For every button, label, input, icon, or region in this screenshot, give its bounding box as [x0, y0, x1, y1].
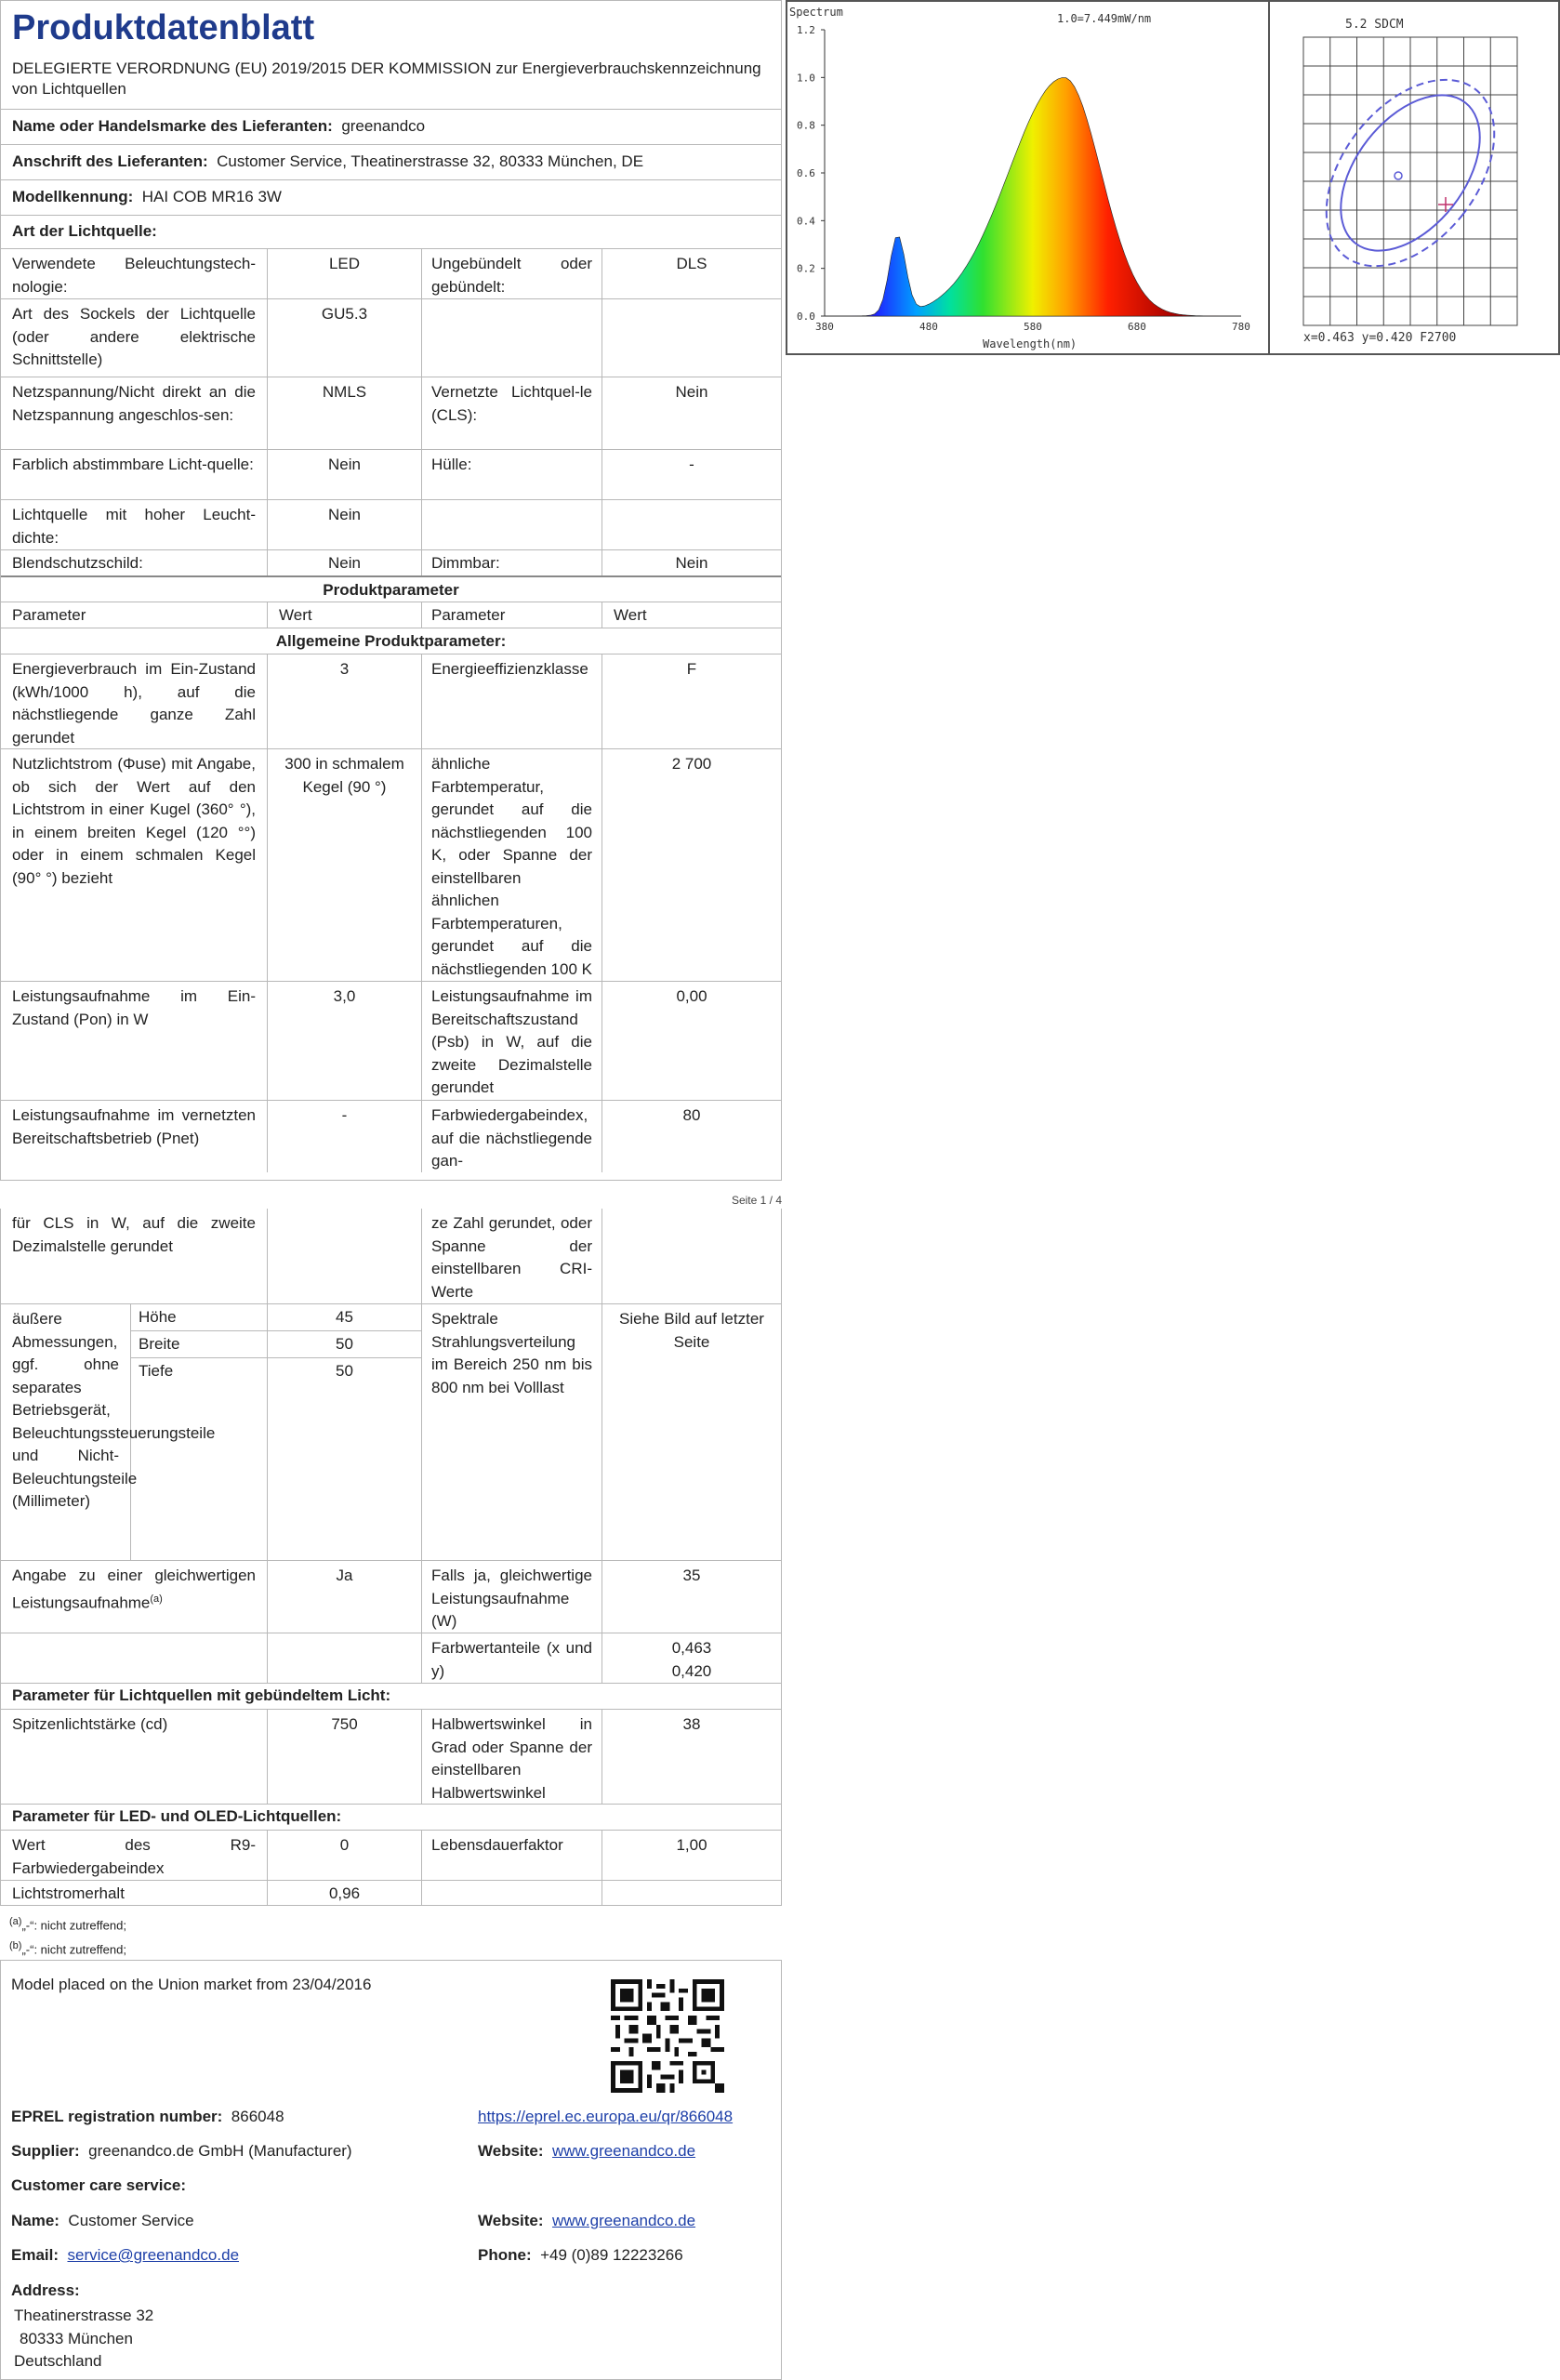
param-label: Farblich abstimmbare Licht-quelle: [1, 450, 268, 499]
page-title: Produktdatenblatt [12, 8, 315, 47]
param-value: Ja [268, 1561, 422, 1633]
y-tick-label: 0.6 [797, 167, 815, 179]
param-value: NMLS [268, 377, 422, 449]
param-value [602, 1209, 781, 1303]
param-label: Dimmbar: [422, 550, 602, 575]
dimension-value: 45 [268, 1304, 421, 1331]
param-value: 0,463 0,420 [671, 1639, 712, 1680]
param-label: ze Zahl gerundet, oder Spanne der einstellbaren CRI-Werte [422, 1209, 602, 1303]
supplier-address-row [1, 144, 781, 179]
param-value: GU5.3 [268, 299, 422, 377]
model-row [1, 179, 781, 215]
sdcm-title: 5.2 SDCM [1345, 18, 1404, 32]
param-label: Spektrale Strahlungsverteilung im Bereich 250 nm bis 800 nm bei Volllast [422, 1304, 602, 1560]
table-row [1, 1209, 781, 1303]
supplier-address-value: Customer Service, Theatinerstrasse 32, 80333 München, DE [217, 152, 644, 171]
table-row [1, 981, 781, 1100]
directional-heading: Parameter für Lichtquellen mit gebündeltem Licht: [1, 1683, 781, 1709]
param-label: ähnliche Farbtemperatur, gerundet auf die nächstliegenden 100 K, oder Spanne der einstellbaren ähnlichen Farbtemperaturen, gerundet auf die nächstliegenden 100 K [422, 749, 602, 981]
x-tick-label: 780 [1232, 321, 1250, 333]
model-value: HAI COB MR16 3W [141, 188, 282, 206]
param-value [268, 1633, 422, 1683]
param-value: 1,00 [676, 1836, 707, 1854]
param-value: 750 [268, 1710, 422, 1804]
sdcm-grid [1303, 37, 1517, 325]
param-value: 0 [268, 1831, 422, 1880]
website-link[interactable]: www.greenandco.de [552, 2142, 696, 2160]
table-row [1, 1100, 781, 1172]
param-label [422, 500, 602, 549]
param-label: Farbwiedergabeindex, auf die nächstliegende gan- [422, 1101, 602, 1172]
eprel-link[interactable]: https://eprel.ec.europa.eu/qr/866048 [478, 2108, 734, 2125]
table-row [1, 298, 781, 377]
param-label: Leistungsaufnahme im Ein-Zustand (Pon) in W [1, 982, 268, 1100]
supplier-info: Supplier: greenandco.de GmbH (Manufacturer) [11, 2142, 352, 2160]
param-label: Wert des R9-Farbwiedergabeindex [1, 1831, 268, 1880]
param-label: Halbwertswinkel in Grad oder Spanne der einstellbaren Halbwertswinkel [422, 1710, 602, 1804]
param-label: Netzspannung/Nicht direkt an die Netzspannung angeschlos-sen: [1, 377, 268, 449]
page-subtitle: DELEGIERTE VERORDNUNG (EU) 2019/2015 DER KOMMISSION zur Energieverbrauchskennzeichnung von Lichtquellen [12, 60, 761, 98]
datasheet [0, 0, 782, 1181]
table-row [1, 449, 781, 499]
x-tick-label: 480 [919, 321, 938, 333]
param-value: 0,00 [676, 987, 707, 1005]
spectrum-curve [825, 78, 1241, 317]
table-header-row [1, 602, 781, 628]
datasheet-continued [0, 1209, 782, 1906]
address-line: 80333 München [20, 2329, 133, 2347]
table-row [1, 1560, 781, 1633]
param-label: Farbwertanteile (x und y) [422, 1633, 602, 1683]
param-label: Nutzlichtstrom (Φuse) mit Angabe, ob sich der Wert auf den Lichtstrom in einer Kugel (360° °), in einem breiten Kegel (120 °°) oder in einem schmalen Kegel (90° °) bezieht [1, 749, 268, 981]
dimension-value: 50 [268, 1331, 421, 1358]
spectrum-svg [787, 2, 1558, 353]
param-label: Lichtquelle mit hoher Leucht-dichte: [1, 500, 268, 549]
column-header: Wert [268, 602, 422, 628]
table-row [1, 1830, 781, 1880]
supplier-name-value: greenandco [341, 117, 426, 136]
led-heading: Parameter für LED- und OLED-Lichtquellen: [1, 1804, 781, 1830]
param-value: Nein [675, 554, 708, 572]
address-line: Theatinerstrasse 32 [14, 2307, 154, 2324]
x-tick-label: 380 [815, 321, 834, 333]
care-website: Website: www.greenandco.de [478, 2212, 696, 2229]
care-email: Email: service@greenandco.de [11, 2246, 240, 2264]
param-label [1, 1633, 268, 1683]
param-value: Nein [268, 500, 422, 549]
y-tick-label: 1.0 [797, 72, 815, 85]
page-number: Seite 1 / 4 [731, 1194, 782, 1207]
supplier-name-label: Name oder Handelsmarke des Lieferanten: [12, 117, 333, 136]
param-value: Nein [268, 550, 422, 575]
table-row [1, 1633, 781, 1683]
care-phone: Phone: +49 (0)89 12223266 [478, 2246, 683, 2264]
param-value: DLS [676, 255, 707, 272]
param-value: 3 [268, 654, 422, 748]
param-label: Lebensdauerfaktor [422, 1831, 602, 1880]
dimensions-block [1, 1304, 422, 1560]
supplier-address-label: Anschrift des Lieferanten: [12, 152, 208, 171]
footnote-ref: (a) [150, 1593, 163, 1605]
param-value: 2 700 [671, 755, 712, 773]
table-row [1, 748, 781, 981]
param-label: für CLS in W, auf die zweite Dezimalstelle gerundet [1, 1209, 268, 1303]
sdcm-readout: x=0.463 y=0.420 F2700 [1303, 331, 1457, 345]
param-value [268, 1209, 422, 1303]
param-value: Nein [268, 450, 422, 499]
dimensions-names [131, 1304, 268, 1560]
address-line: Deutschland [14, 2352, 102, 2370]
table-row [1, 1880, 781, 1906]
param-value: 38 [682, 1715, 701, 1733]
param-value: - [689, 456, 694, 473]
param-value: Siehe Bild auf letzter Seite [619, 1310, 764, 1351]
qr-code-icon [611, 1979, 724, 2093]
table-row [1, 377, 781, 449]
param-value: LED [268, 249, 422, 298]
lightsource-type-label: Art der Lichtquelle: [12, 222, 157, 241]
param-label [422, 299, 602, 377]
param-value [602, 1881, 781, 1905]
param-label: Energieverbrauch im Ein-Zustand (kWh/1000 h), auf die nächstliegende ganze Zahl gerundet [1, 654, 268, 748]
product-params-heading: Produktparameter [1, 575, 781, 602]
spectrum-title: Spectrum [789, 6, 843, 19]
param-label: Verwendete Beleuchtungstech-nologie: [1, 249, 268, 298]
param-label: Angabe zu einer gleichwertigen Leistungsaufnahme$^{(a)}$ [1, 1561, 268, 1633]
table-row [1, 1709, 781, 1804]
param-label: Lichtstromerhalt [1, 1881, 268, 1905]
param-value: 35 [682, 1567, 701, 1584]
param-label: Leistungsaufnahme im vernetzten Bereitschaftsbetrieb (Pnet) [1, 1101, 268, 1172]
footnote-b: $^{(b)}$„-“: nicht zutreffend; [9, 1940, 126, 1957]
spectrum-panel [786, 0, 1560, 355]
care-name: Name: Customer Service [11, 2212, 194, 2229]
website-link[interactable]: www.greenandco.de [552, 2212, 696, 2229]
param-value: 3,0 [268, 982, 422, 1100]
dimension-name: Höhe [139, 1308, 177, 1326]
table-row [1, 549, 781, 575]
table-row [1, 654, 781, 748]
y-tick-label: 0.2 [797, 262, 815, 275]
param-label: Falls ja, gleichwertige Leistungsaufnahme (W) [422, 1561, 602, 1633]
y-tick-label: 0.4 [797, 215, 815, 228]
param-label: Ungebündelt oder gebündelt: [422, 249, 602, 298]
param-value: 0,96 [268, 1881, 422, 1905]
param-value: F [686, 660, 697, 678]
dimension-value: 50 [336, 1362, 353, 1380]
table-row [1, 499, 781, 549]
model-label: Modellkennung: [12, 188, 134, 206]
dimensions-label: äußere Abmessungen, ggf. ohne separates Betriebsgerät, Beleuchtungssteuerungsteile und Nicht-Beleuchtungsteile (Millimeter) [1, 1304, 131, 1560]
address-label: Address: [11, 2281, 80, 2299]
y-tick-label: 0.8 [797, 119, 815, 132]
param-value [602, 500, 781, 549]
x-tick-label: 580 [1024, 321, 1042, 333]
param-value: 300 in schmalem Kegel (90 °) [268, 749, 422, 981]
x-tick-label: 680 [1128, 321, 1146, 333]
dimensions-row [1, 1303, 781, 1560]
y-tick-label: 0.0 [797, 311, 815, 323]
spectrum-xlabel: Wavelength(nm) [983, 337, 1077, 350]
dimension-name: Breite [139, 1335, 180, 1353]
param-label: Hülle: [422, 450, 602, 499]
param-label [422, 1881, 602, 1905]
lightsource-type-row [1, 215, 781, 248]
param-value: - [268, 1101, 422, 1172]
param-value [602, 299, 781, 377]
y-tick-label: 1.2 [797, 24, 815, 36]
dimension-name: Tiefe [139, 1362, 174, 1380]
address-block [14, 2305, 153, 2373]
spectrum-scale-note: 1.0=7.449mW/nm [1057, 12, 1152, 25]
supplier-name-row [1, 109, 781, 144]
param-label: Vernetzte Lichtquel-le (CLS): [422, 377, 602, 449]
email-link[interactable]: service@greenandco.de [67, 2246, 240, 2264]
column-header: Parameter [422, 602, 602, 628]
eprel-block [0, 1960, 782, 2380]
param-label: Art des Sockels der Lichtquelle (oder andere elektrische Schnittstelle) [1, 299, 268, 377]
dimensions-values [268, 1304, 422, 1560]
market-date: Model placed on the Union market from 23/04/2016 [11, 1976, 372, 1993]
general-params-heading: Allgemeine Produktparameter: [1, 628, 781, 654]
sdcm-target-point [1395, 172, 1402, 179]
param-value: Nein [675, 383, 708, 401]
param-value: 80 [682, 1106, 701, 1124]
footnote-a: $^{(a)}$„-“: nicht zutreffend; [9, 1916, 126, 1933]
param-label: Spitzenlichtstärke (cd) [1, 1710, 268, 1804]
care-label: Customer care service: [11, 2176, 187, 2194]
column-header: Wert [614, 606, 647, 624]
supplier-website: Website: www.greenandco.de [478, 2142, 696, 2160]
param-label: Blendschutzschild: [1, 550, 268, 575]
param-label: Energieeffizienzklasse [422, 654, 602, 748]
footnotes [0, 1908, 782, 1964]
param-label: Leistungsaufnahme im Bereitschaftszustand (Psb) in W, auf die zweite Dezimalstelle gerundet [422, 982, 602, 1100]
table-row [1, 248, 781, 298]
column-header: Parameter [1, 602, 268, 628]
eprel-registration: EPREL registration number: 866048 [11, 2108, 284, 2125]
